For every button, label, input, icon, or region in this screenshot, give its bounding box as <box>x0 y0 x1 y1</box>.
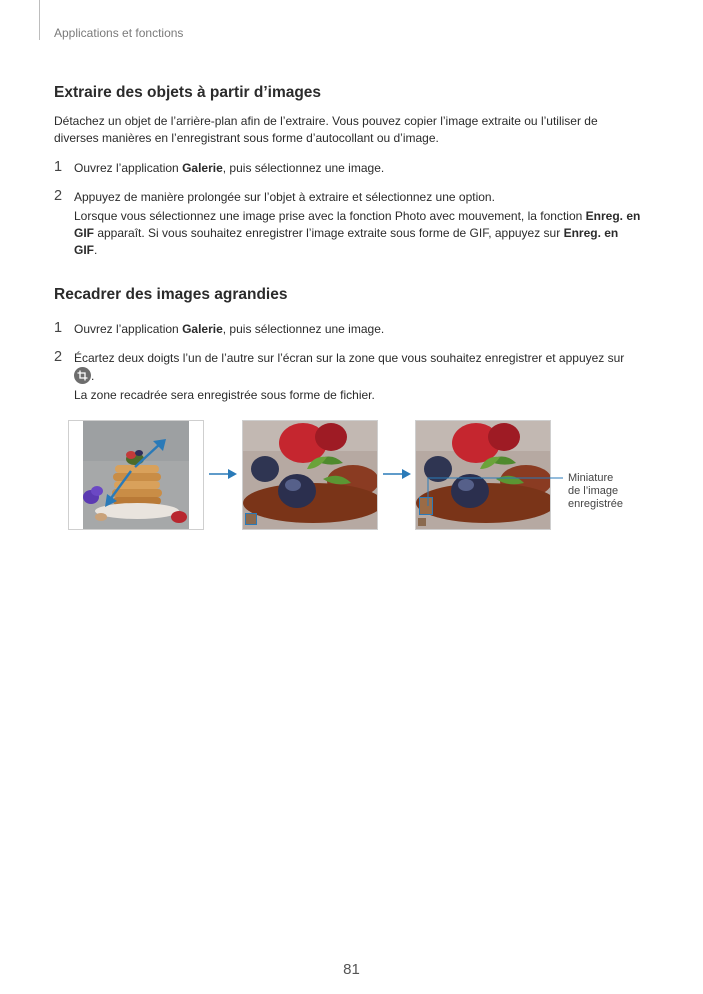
step-text-post: , puis sélectionnez une image. <box>222 161 385 175</box>
callout-line-1: Miniature <box>568 472 614 484</box>
callout-line-2: de l’image <box>568 485 619 497</box>
intro-line-2: diverses manières en l’enregistrant sous forme d’autocollant ou d’image. <box>54 131 439 145</box>
step-text-pre: Ouvrez l’application <box>74 161 183 175</box>
step-icon-line <box>74 368 644 385</box>
step-number: 2 <box>54 188 63 204</box>
header-rule <box>39 0 40 40</box>
section-title-extract: Extraire des objets à partir d’images <box>54 84 322 101</box>
option-enreg-gif-2: Enreg. en GIF <box>74 226 619 257</box>
step-sub-text <box>74 208 644 259</box>
callout-leader-line <box>68 420 648 532</box>
step-main-text: Appuyez de manière prolongée sur l’objet à extraire et sélectionnez une option. <box>74 190 495 204</box>
section-title-crop: Recadrer des images agrandies <box>54 286 288 303</box>
callout-line-3: enregistrée <box>568 498 624 510</box>
sub-text-end: . <box>94 243 98 257</box>
option-enreg-gif: Enreg. en GIF <box>74 209 641 240</box>
section-intro <box>54 113 644 147</box>
sub-text-mid: apparaît. Si vous souhaitez enregistrer l’image extraite sous forme de GIF, appuyez sur <box>94 226 564 240</box>
app-name-galerie: Galerie <box>182 322 223 336</box>
intro-line-1: Détachez un objet de l’arrière-plan afin de l’extraire. Vous pouvez copier l’image extraite ou l’utiliser de <box>54 114 598 128</box>
icon-trailing-period: . <box>91 369 95 383</box>
step-main-text: Écartez deux doigts l’un de l’autre sur l’écran sur la zone que vous souhaitez enregistrer et appuyez sur <box>74 351 625 365</box>
step-text-pre: Ouvrez l’application <box>74 322 183 336</box>
crop-icon <box>74 367 91 384</box>
step-text <box>74 321 644 338</box>
step-number: 1 <box>54 320 63 336</box>
callout-saved-thumbnail <box>568 472 623 511</box>
step-number: 2 <box>54 349 63 365</box>
running-head: Applications et fonctions <box>54 26 184 40</box>
step-text-post: , puis sélectionnez une image. <box>222 322 385 336</box>
page-number: 81 <box>343 961 360 978</box>
app-name-galerie: Galerie <box>182 161 223 175</box>
step-number: 1 <box>54 159 63 175</box>
sub-text-pre: Lorsque vous sélectionnez une image prise avec la fonction Photo avec mouvement, la fonction <box>74 209 586 223</box>
step-text <box>74 160 644 177</box>
step-text <box>74 350 644 404</box>
step-text <box>74 189 644 259</box>
step-sub-text: La zone recadrée sera enregistrée sous forme de fichier. <box>74 388 375 403</box>
crop-illustration <box>68 420 648 532</box>
